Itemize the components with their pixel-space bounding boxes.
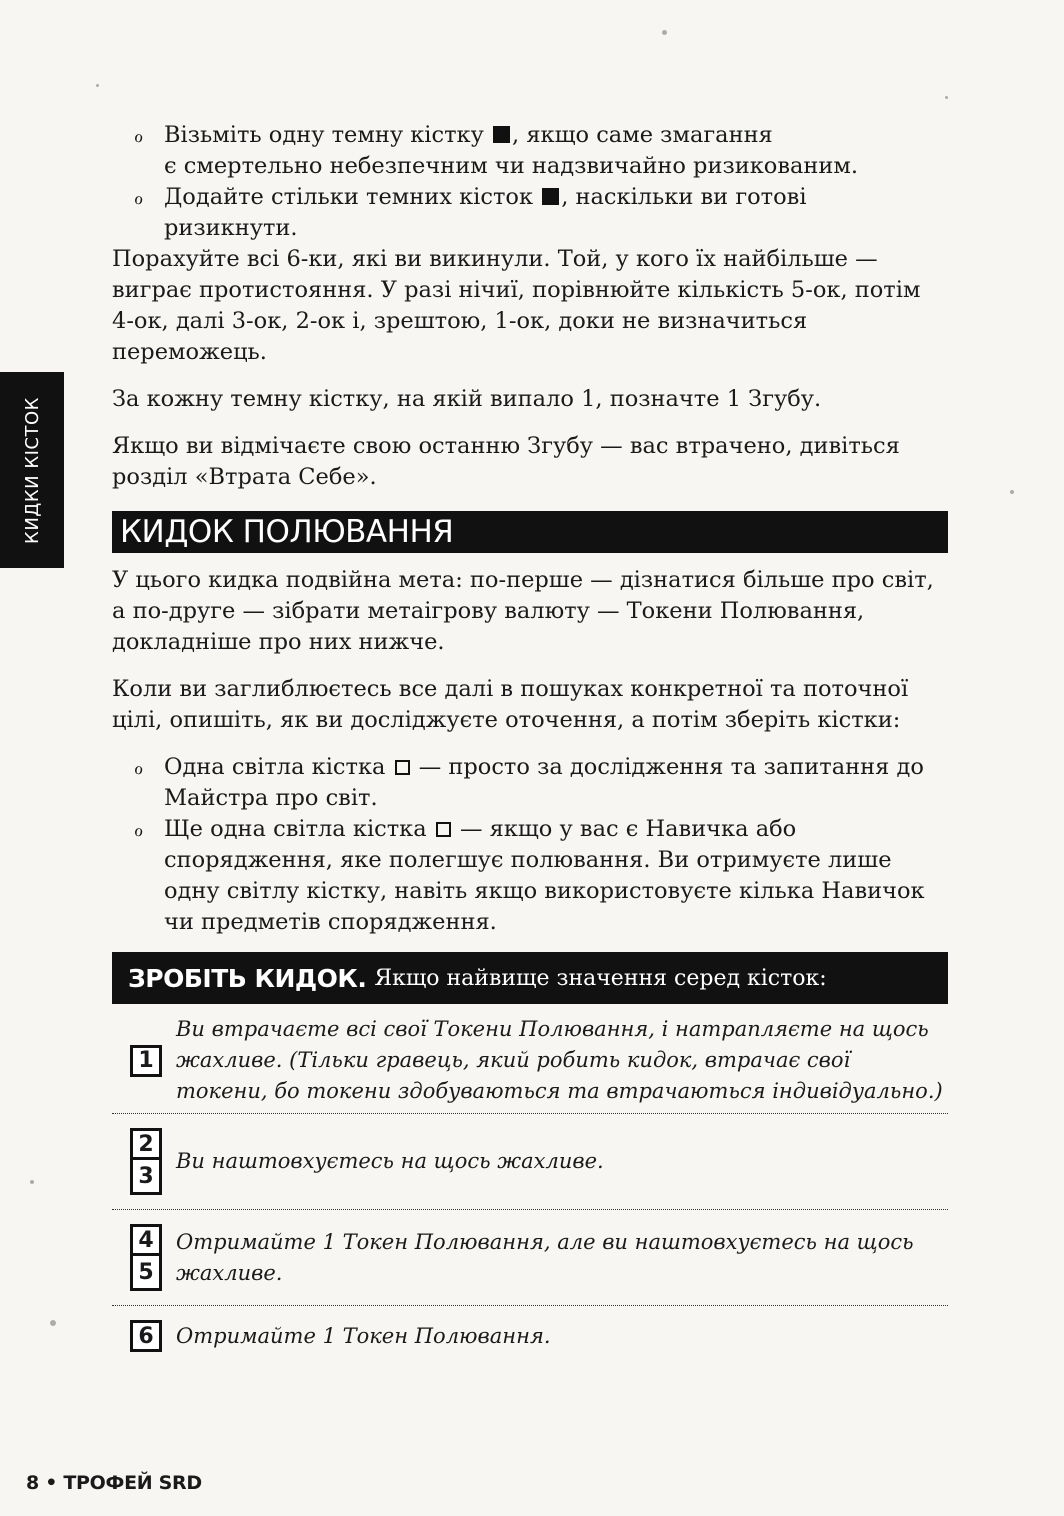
speck [96,84,99,87]
die-face: 4 [130,1224,162,1256]
roll-bar-text: Якщо найвище значення серед кісток: [374,965,827,991]
intro-bullet [112,120,948,182]
dark-die-icon [493,126,510,143]
speck [945,96,948,99]
intro-bullet-text: Додайте стільки темних кісток [164,184,534,210]
outcome-text: Ви наштовхуєтесь на щось жахливе. [176,1149,604,1173]
intro-bullet-text: , якщо саме змагання [512,122,773,148]
bullet-swirl-icon: ℴ [134,123,144,147]
dark-die-icon [542,188,559,205]
section-heading: КИДОК ПОЛЮВАННЯ [112,511,948,553]
bullet-swirl-icon: ℴ [134,817,144,841]
die-face: 6 [130,1320,162,1352]
paragraph: За кожну темну кістку, на якій випало 1, позначте 1 Згубу. [112,386,822,412]
intro-bullet-list [112,120,948,244]
hunt-bullet [112,752,948,814]
hunt-bullet-text: Ще одна світла кістка [164,816,427,842]
light-die-icon [436,822,451,837]
die-face: 1 [130,1045,162,1077]
speck [1010,490,1014,494]
intro-bullet [112,182,948,244]
intro-bullet-text: Візьміть одну темну кістку [164,122,484,148]
light-die-icon [395,760,410,775]
roll-bar-title: ЗРОБІТЬ КИДОК. [128,963,367,993]
outcome-text: Отримайте 1 Токен Полювання. [176,1323,551,1348]
outcome-row [112,1114,948,1210]
outcome-text: Отримайте 1 Токен Полювання, але ви наштовхуєтесь на щось жахливе. [176,1229,914,1285]
speck [30,1180,34,1184]
dice-column [112,1320,176,1352]
intro-bullet-text: ризикнути. [164,215,298,241]
outcome-text: Ви втрачаєте всі свої Токени Полювання, і натрапляєте на щось жахливе. (Тільки гравець, який робить кидок, втрачає свої токени, бо токени здобуваються та втрачаються індивідуально.) [176,1017,943,1103]
speck [50,1320,56,1326]
intro-bullet-text: є смертельно небезпечним чи надзвичайно ризикованим. [164,153,859,179]
paragraph: Якщо ви відмічаєте свою останню Згубу — вас втрачено, дивіться розділ «Втрата Себе». [112,433,900,490]
hunt-bullet-text: — просто за дослідження та запитання до Майстра про світ. [164,754,924,811]
die-face: 3 [130,1160,162,1195]
speck [662,30,667,35]
paragraph: Коли ви заглиблюєтесь все далі в пошуках конкретної та поточної цілі, опишіть, як ви досліджуєте оточення, а потім зберіть кістки: [112,676,909,733]
roll-bar [112,952,948,1004]
dice-column [112,1128,176,1195]
side-tab [0,372,64,568]
side-tab-label: КИДКИ КІСТОК [21,396,43,544]
outcome-row [112,1010,948,1114]
dice-column [112,1045,176,1077]
intro-bullet-text: , наскільки ви готові [561,184,807,210]
outcome-row [112,1306,948,1362]
hunt-bullet-text: Одна світла кістка [164,754,386,780]
paragraph: Порахуйте всі 6-ки, які ви викинули. Той, у кого їх найбільше — виграє протистояння. У разі нічиї, порівнюйте кількість 5-ок, потім 4-ок, далі 3-ок, 2-ок і, зрештою, 1-ок, доки не визначиться переможець. [112,246,921,365]
dice-column [112,1224,176,1291]
page-content [112,120,948,1362]
outcome-table [112,1010,948,1362]
bullet-swirl-icon: ℴ [134,185,144,209]
hunt-bullet-text: — якщо у вас є Навичка або спорядження, яке полегшує полювання. Ви отримуєте лише одну світлу кістку, навіть якщо використовуєте кілька Навичок чи предметів спорядження. [164,816,925,935]
hunt-bullet-list [112,752,948,938]
outcome-row [112,1210,948,1306]
die-face: 2 [130,1128,162,1160]
die-face: 5 [130,1256,162,1291]
bullet-swirl-icon: ℴ [134,755,144,779]
paragraph: У цього кидка подвійна мета: по-перше — дізнатися більше про світ, а по-друге — зібрати метаігрову валюту — Токени Полювання, докладніше про них нижче. [112,567,934,655]
page-footer: 8 • ТРОФЕЙ SRD [26,1472,202,1494]
hunt-bullet [112,814,948,938]
